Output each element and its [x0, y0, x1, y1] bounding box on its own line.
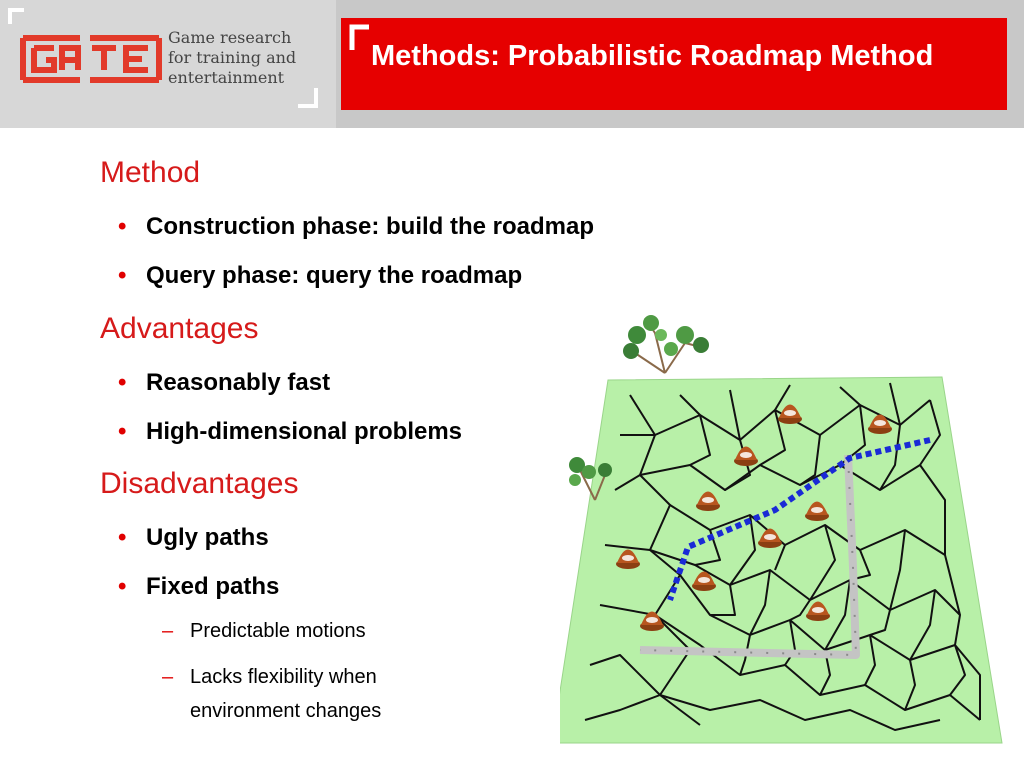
bullet-text: High-dimensional problems [146, 418, 463, 445]
sub-bullet-item [162, 620, 366, 643]
sub-bullet-dash: – [162, 666, 174, 688]
bullet-dot: • [118, 369, 127, 396]
bullet-item [118, 573, 279, 601]
sub-bullet-text-continued: environment changes [190, 700, 382, 722]
sub-bullet-dash: – [162, 620, 174, 642]
bullet-dot: • [118, 524, 127, 551]
bullet-item [118, 369, 330, 397]
sub-bullet-text: Predictable motions [190, 620, 366, 642]
bullet-item [118, 213, 594, 241]
bullet-item [118, 418, 462, 446]
sub-bullet-item [162, 660, 381, 728]
bullet-text: Query phase: query the roadmap [146, 262, 523, 289]
heading-method: Method [100, 156, 201, 189]
logo-tagline-line: Game research [168, 28, 292, 47]
sub-bullet-text: Lacks flexibility when [190, 666, 377, 688]
bullet-text: Construction phase: build the roadmap [146, 213, 595, 240]
tree-icon [623, 315, 709, 373]
bullet-item [118, 524, 269, 552]
heading-disadvantages: Disadvantages [100, 467, 299, 500]
bullet-dot: • [118, 573, 127, 600]
heading-advantages: Advantages [100, 312, 259, 345]
bullet-dot: • [118, 262, 127, 289]
logo-tagline-line: entertainment [168, 68, 285, 87]
slide-title: Methods: Probabilistic Roadmap Method [371, 40, 934, 72]
bullet-text: Reasonably fast [146, 369, 331, 396]
bullet-dot: • [118, 418, 127, 445]
bullet-text: Ugly paths [146, 524, 269, 551]
bullet-item [118, 262, 522, 290]
roadmap-illustration [560, 315, 1010, 745]
bullet-dot: • [118, 213, 127, 240]
logo-tagline-line: for training and [168, 48, 297, 67]
bullet-text: Fixed paths [146, 573, 280, 600]
